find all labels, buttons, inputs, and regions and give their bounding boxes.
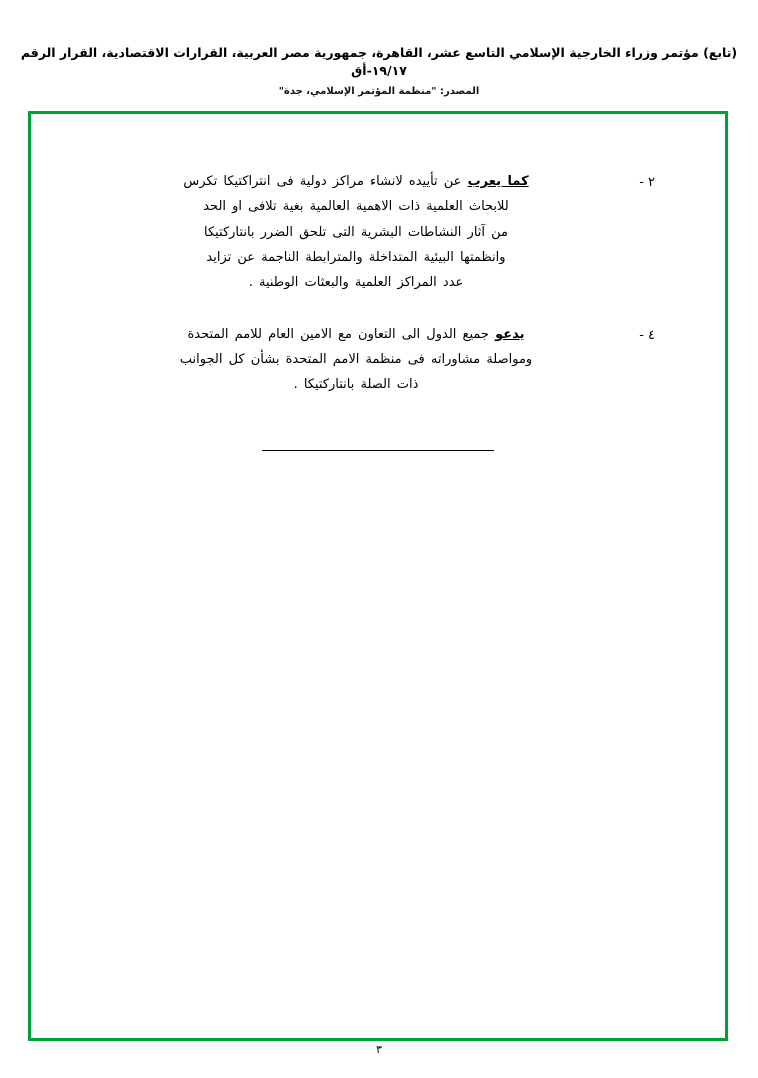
clause-item <box>101 322 655 398</box>
page-header <box>0 44 758 97</box>
clause-marker: ٢ - <box>639 175 655 190</box>
clause-line-text: جميع الدول الى التعاون مع الامين العام للامم المتحدة <box>187 326 489 342</box>
clause-line <box>101 169 611 194</box>
clause-line: عدد المراكز العلمية والبعثات الوطنية . <box>248 275 464 291</box>
header-title: (تابع) مؤتمر وزراء الخارجية الإسلامي التاسع عشر، القاهرة، جمهورية مصر العربية، القرارات الاقتصادية، القرار الرقم ١٩/١٧-أق <box>20 45 738 78</box>
clause-line <box>101 322 611 347</box>
clause-line: وانظمتها البيئية المتداخلة والمترابطة الناجمة عن تزايد <box>206 250 506 266</box>
document-body <box>101 169 655 455</box>
clause-line: للابحاث العلمية ذات الاهمية العالمية بغية تلافى او الحد <box>203 199 509 215</box>
clause-text <box>101 169 611 296</box>
clause-line: ومواصلة مشاوراته فى منظمة الامم المتحدة بشأن كل الجوانب <box>179 352 533 368</box>
clause-lead-word: كما يعرب <box>467 174 529 189</box>
header-source: المصدر: "منظمة المؤتمر الإسلامي، جدة" <box>278 86 480 97</box>
clause-marker: ٤ - <box>639 327 655 343</box>
section-separator <box>101 436 655 455</box>
green-content-frame <box>28 111 728 1041</box>
page-footer <box>0 1043 758 1056</box>
clause-line-text: عن تأييده لانشاء مراكز دولية فى انتراكتيكا تكرس <box>183 174 462 189</box>
clause-text <box>101 322 611 398</box>
clause-line: ذات الصلة بانتاركتيكا . <box>293 377 419 393</box>
clause-item <box>101 169 655 296</box>
page-number: ٣ <box>376 1043 382 1056</box>
horizontal-rule <box>262 450 494 451</box>
clause-line: من آثار النشاطات البشرية التى تلحق الضرر بانتاركتيكا <box>203 224 509 240</box>
clause-lead-word: يدعو <box>495 326 525 342</box>
